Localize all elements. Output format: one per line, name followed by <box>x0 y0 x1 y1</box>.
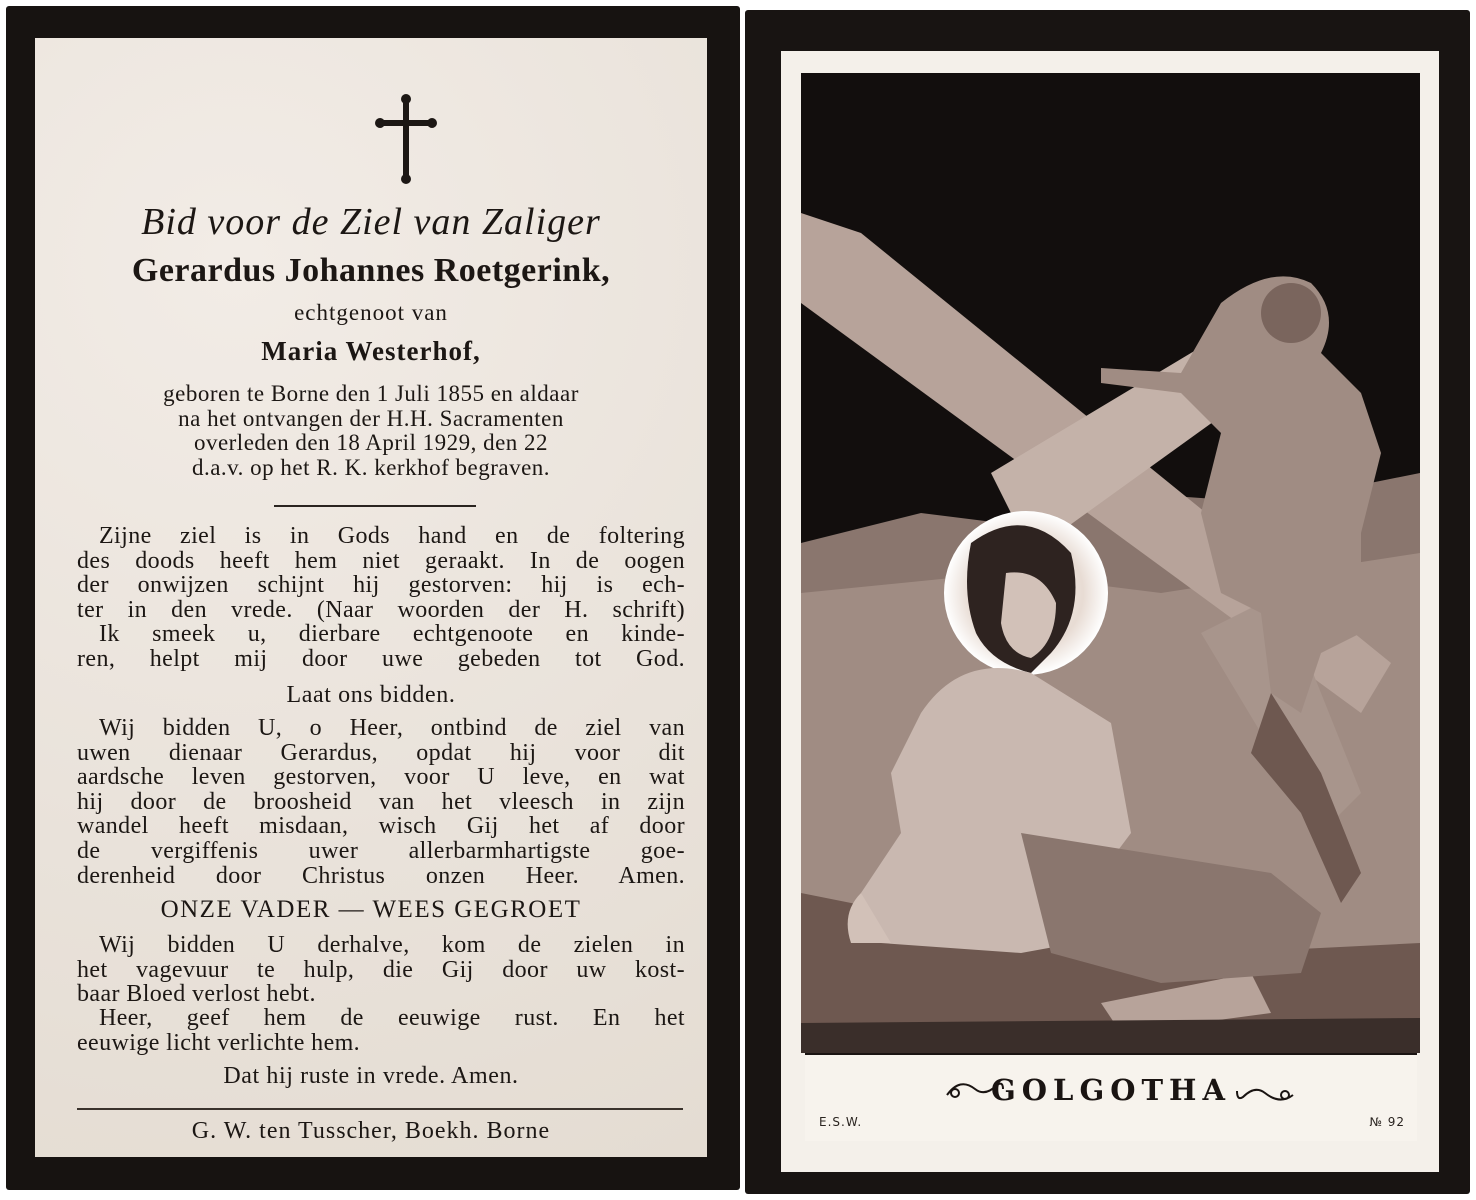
number-mark: № 92 <box>1369 1115 1405 1129</box>
cross-icon <box>375 94 437 184</box>
grass-shape <box>801 1018 1420 1053</box>
divider <box>274 505 476 507</box>
deceased-name: Gerardus Johannes Roetgerink, <box>131 252 611 289</box>
text-line: Wij bidden U derhalve, kom de zielen in <box>99 932 685 958</box>
golgotha-illustration <box>801 73 1420 1053</box>
text-line: ter in den vrede. (Naar woorden der H. schrift) <box>77 596 685 623</box>
text-line: wandel heeft misdaan, wisch Gij het af door <box>77 813 685 840</box>
caption-box <box>805 1053 1417 1141</box>
text-line: de vergiffenis uwer allerbarmhartigste goe- <box>77 837 685 864</box>
rest-paragraph <box>77 1006 685 1055</box>
text-line: Zijne ziel is in Gods hand en de foltering <box>99 523 685 549</box>
scripture-paragraph <box>77 524 685 672</box>
text-line: Wij bidden U, o Heer, ontbind de ziel van <box>99 715 685 741</box>
spouse-label: echtgenoot van <box>294 300 448 325</box>
text-line: hij door de broosheid van het vleesch in zijn <box>77 788 685 815</box>
bio-line: geboren te Borne den 1 Juli 1855 en aldaar <box>163 381 579 406</box>
printer-imprint: G. W. ten Tusscher, Boekh. Borne <box>191 1118 551 1144</box>
text-line: Ik smeek u, dierbare echtgenoote en kinde- <box>99 621 685 648</box>
bio-line: na het ontvangen der H.H. Sacramenten <box>178 405 564 431</box>
text-line: baar Bloed verlost hebt. <box>77 981 316 1008</box>
memorial-card-back <box>745 10 1470 1194</box>
divider <box>77 1108 683 1110</box>
prayers-title: ONZE VADER — WEES GEGROET <box>160 896 582 923</box>
text-line: eeuwige licht verlichte hem. <box>77 1029 361 1056</box>
text-line: Heer, geef hem de eeuwige rust. En het <box>99 1005 685 1031</box>
prayer-paragraph <box>77 716 685 888</box>
bio-line: d.a.v. op het R. K. kerkhof begraven. <box>191 454 551 480</box>
publisher-mark: E.S.W. <box>819 1115 863 1129</box>
closing-line: Dat hij ruste in vrede. Amen. <box>223 1063 519 1089</box>
text-line: het vagevuur te hulp, die Gij door uw kost- <box>77 956 685 983</box>
illustration-art <box>801 73 1420 1053</box>
text-line: des doods heeft hem niet geraakt. In de oogen <box>77 547 685 574</box>
purgatory-paragraph <box>77 933 685 1007</box>
text-line: der onwijzen schijnt hij gestorven: hij is ech- <box>77 572 685 599</box>
card-paper <box>781 51 1439 1172</box>
biography <box>35 382 707 480</box>
card-heading: Bid voor de Ziel van Zaliger <box>141 201 601 243</box>
text-line: aardsche leven gestorven, voor U leve, en wat <box>77 764 685 791</box>
card-paper <box>35 38 707 1157</box>
text-line: uwen dienaar Gerardus, opdat hij voor dit <box>77 739 685 766</box>
spouse-name: Maria Westerhof, <box>261 336 481 366</box>
text-line: derenheid door Christus onzen Heer. Amen. <box>77 862 685 889</box>
soldier-head <box>1261 283 1321 343</box>
caption-title: GOLGOTHA <box>991 1073 1231 1107</box>
flourish-right-icon <box>1235 1075 1295 1105</box>
lets-pray: Laat ons bidden. <box>286 682 456 708</box>
memorial-card-front <box>6 6 740 1190</box>
bio-line: overleden den 18 April 1929, den 22 <box>193 430 549 455</box>
text-line: ren, helpt mij door uwe gebeden tot God. <box>77 645 685 672</box>
